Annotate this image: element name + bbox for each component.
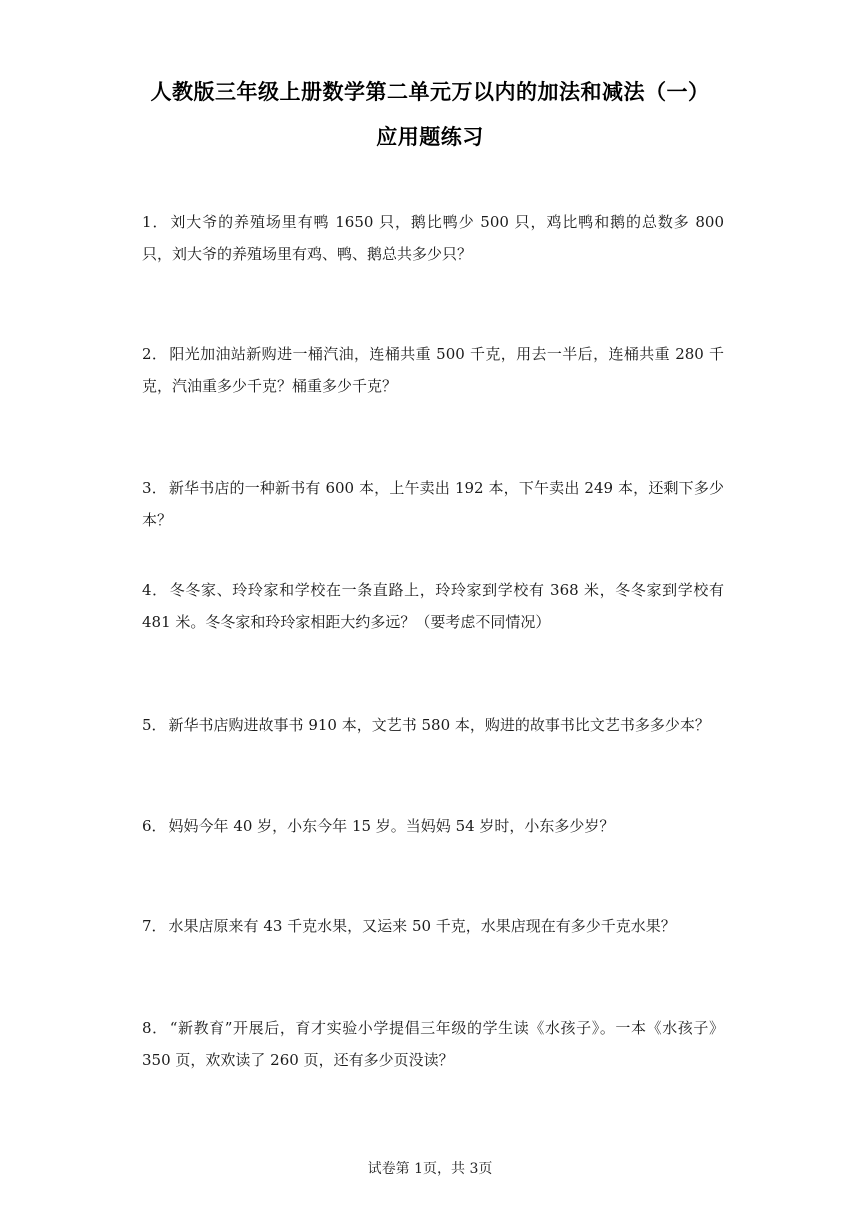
question-4: [142, 574, 724, 638]
question-number: 6．: [142, 817, 167, 835]
question-5: [142, 709, 724, 741]
question-text: 刘大爷的养殖场里有鸭 1650 只，鹅比鸭少 500 只，鸡比鸭和鹅的总数多 800 只，刘大爷的养殖场里有鸡、鸭、鹅总共多少只？: [142, 213, 725, 263]
question-text: 阳光加油站新购进一桶汽油，连桶共重 500 千克，用去一半后，连桶共重 280 千克，汽油重多少千克？桶重多少千克？: [142, 345, 724, 395]
question-text: 水果店原来有 43 千克水果，又运来 50 千克，水果店现在有多少千克水果？: [168, 917, 676, 935]
question-1: [142, 206, 724, 270]
question-text: “新教育”开展后，育才实验小学提倡三年级的学生读《水孩子》。一本《水孩子》350 页，欢欢读了 260 页，还有多少页没读？: [142, 1019, 724, 1069]
document-title: 人教版三年级上册数学第二单元万以内的加法和减法（一）: [150, 80, 710, 104]
question-number: 5．: [142, 716, 167, 734]
question-text: 新华书店购进故事书 910 本，文艺书 580 本，购进的故事书比文艺书多多少本？: [168, 716, 710, 734]
question-2: [142, 338, 724, 402]
question-number: 8．: [142, 1019, 168, 1037]
question-text: 新华书店的一种新书有 600 本，上午卖出 192 本，下午卖出 249 本，还剩下多少本？: [142, 479, 724, 529]
question-number: 2．: [142, 345, 168, 363]
question-8: [142, 1012, 724, 1076]
question-6: [142, 810, 724, 842]
question-text: 妈妈今年 40 岁，小东今年 15 岁。当妈妈 54 岁时，小东多少岁？: [168, 817, 615, 835]
page-footer: 试卷第 1页，共 3页: [367, 1161, 493, 1177]
question-number: 4．: [142, 581, 168, 599]
question-number: 3．: [142, 479, 167, 497]
question-7: [142, 910, 724, 942]
question-text: 冬冬家、玲玲家和学校在一条直路上，玲玲家到学校有 368 米，冬冬家到学校有 481 米。冬冬家和玲玲家相距大约多远？（要考虑不同情况）: [142, 581, 725, 631]
question-number: 7．: [142, 917, 167, 935]
question-number: 1．: [142, 213, 169, 231]
document-subtitle: 应用题练习: [376, 125, 484, 149]
question-3: [142, 472, 724, 536]
